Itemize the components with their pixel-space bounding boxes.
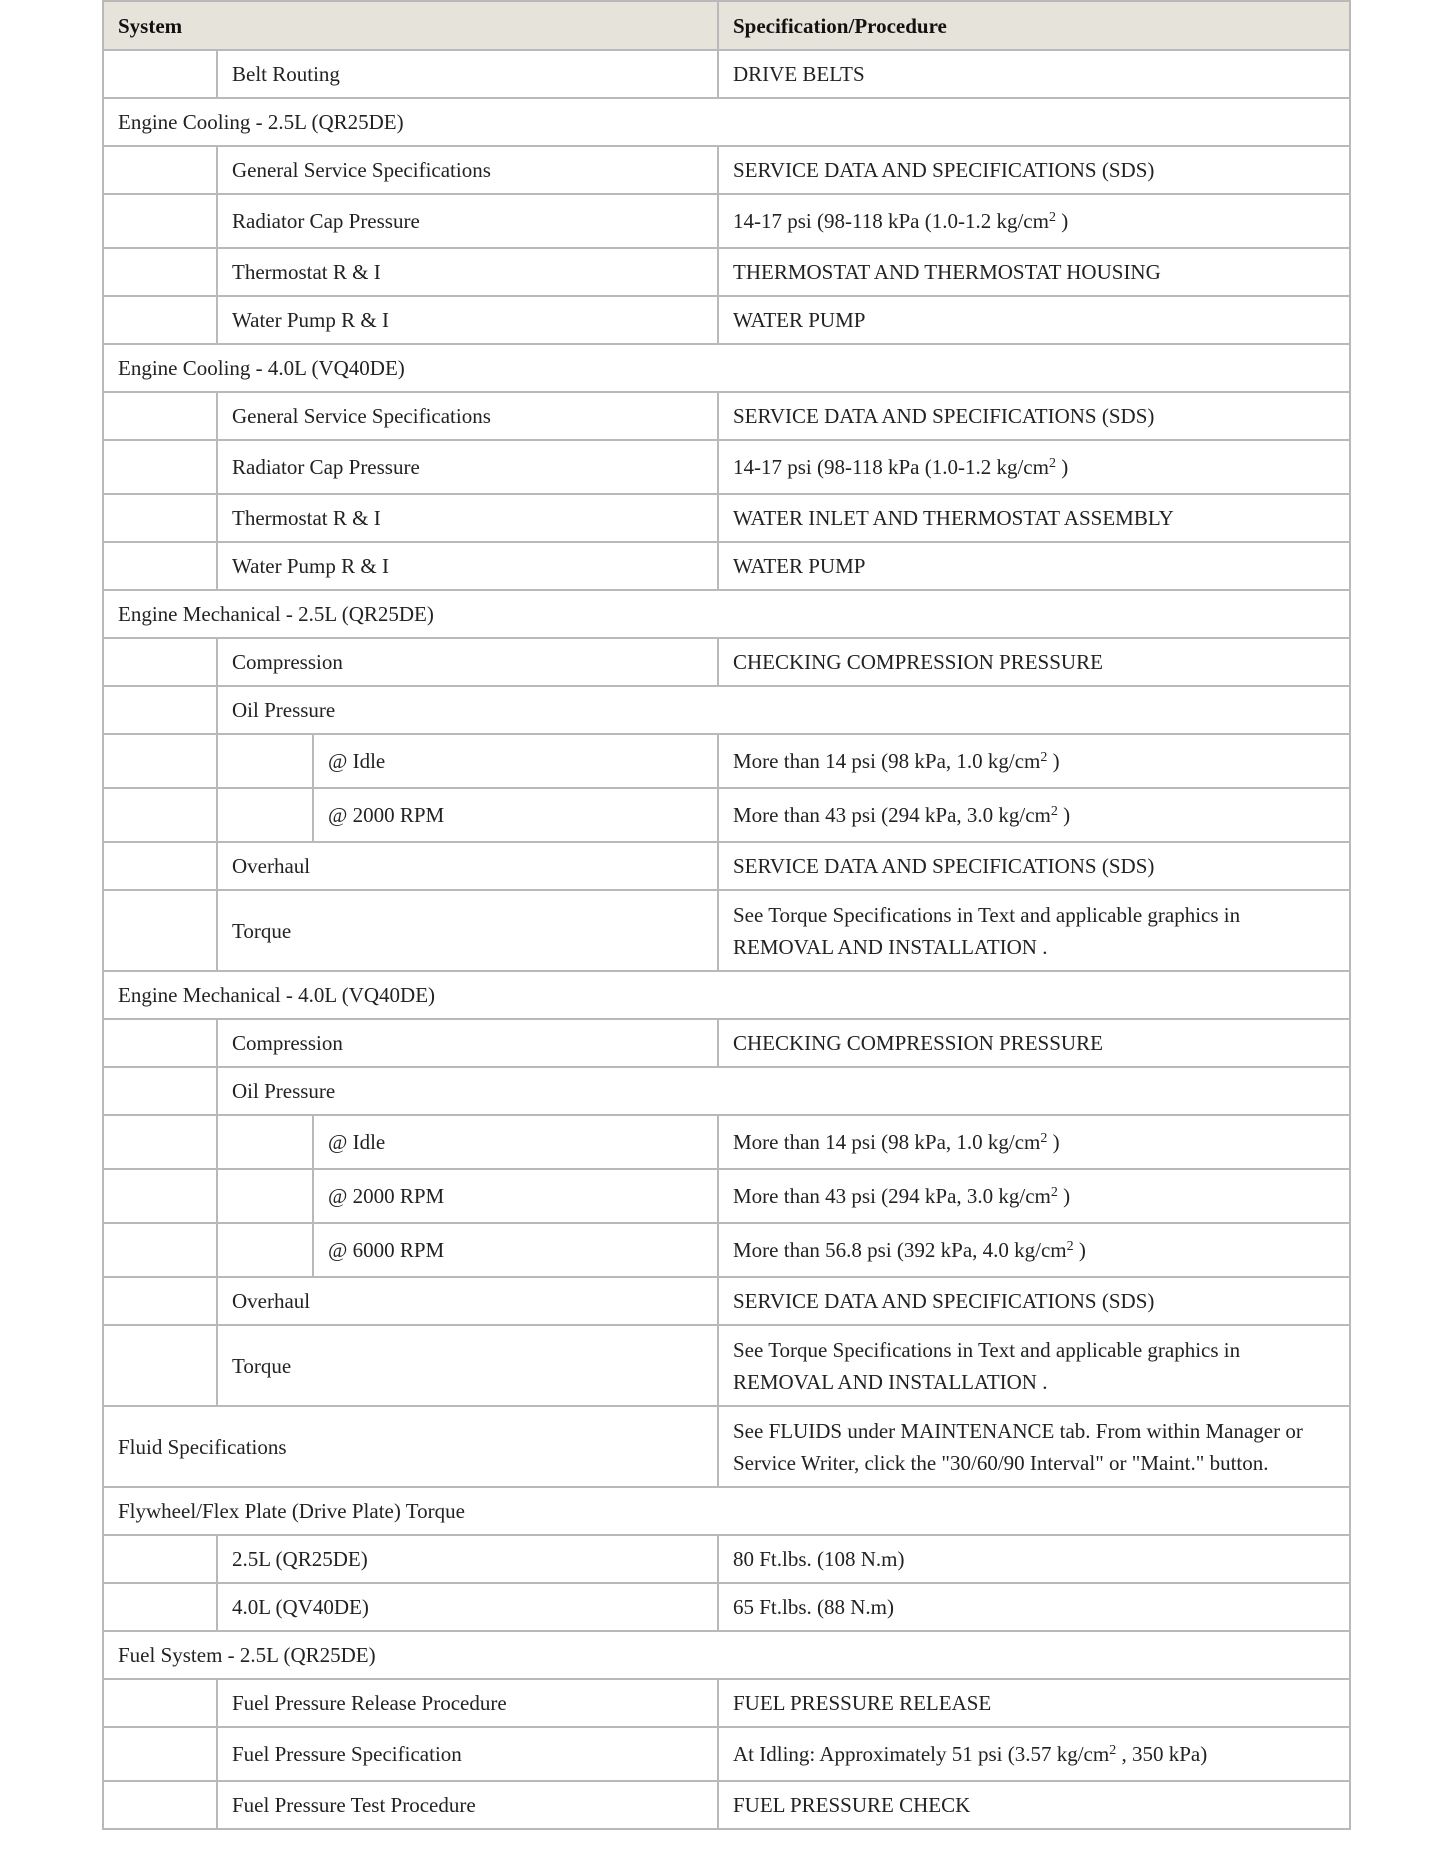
indent-cell: [103, 1325, 217, 1406]
system-item-label: Fuel Pressure Release Procedure: [217, 1679, 718, 1727]
indent-cell: [103, 1583, 217, 1631]
indent-cell: [103, 1679, 217, 1727]
table-row: [103, 1277, 1350, 1325]
spec-value-text: 80 Ft.lbs. (108 N.m): [733, 1547, 905, 1571]
system-item-label: @ Idle: [313, 1115, 718, 1169]
spec-value-suffix: ): [1047, 1130, 1060, 1154]
superscript: 2: [1048, 456, 1056, 471]
indent-cell: [103, 1115, 217, 1169]
spec-value-text: More than 14 psi (98 kPa, 1.0 kg/cm: [733, 749, 1041, 773]
spec-value-text: At Idling: Approximately 51 psi (3.57 kg/cm: [733, 1742, 1110, 1766]
indent-cell: [103, 734, 217, 788]
indent-cell: [103, 638, 217, 686]
table-row: [103, 1406, 1350, 1487]
superscript: 2: [1048, 210, 1056, 225]
spec-value-text: WATER PUMP: [733, 308, 866, 332]
table-row: [103, 344, 1350, 392]
table-row: [103, 1631, 1350, 1679]
spec-table: [102, 0, 1351, 1830]
spec-value: [718, 890, 1350, 971]
table-row: [103, 1535, 1350, 1583]
spec-value-text: CHECKING COMPRESSION PRESSURE: [733, 1031, 1103, 1055]
system-group-label: Fuel System - 2.5L (QR25DE): [103, 1631, 1350, 1679]
system-item-label: Radiator Cap Pressure: [217, 194, 718, 248]
spec-value-suffix: ): [1055, 209, 1069, 233]
spec-value-suffix: ): [1057, 1184, 1071, 1208]
spec-value-suffix: ): [1073, 1238, 1086, 1262]
system-group-label: Engine Cooling - 4.0L (VQ40DE): [103, 344, 1350, 392]
spec-value: [718, 248, 1350, 296]
table-row: [103, 1115, 1350, 1169]
spec-value-suffix: , 350 kPa): [1116, 1742, 1208, 1766]
system-item-label: General Service Specifications: [217, 146, 718, 194]
table-row: [103, 542, 1350, 590]
table-row: [103, 1583, 1350, 1631]
spec-value-text: SERVICE DATA AND SPECIFICATIONS (SDS): [733, 158, 1155, 182]
table-row: [103, 1679, 1350, 1727]
spec-value-text: See Torque Specifications in Text and applicable graphics in REMOVAL AND INSTALLATION .: [733, 902, 1241, 959]
table-row: [103, 1019, 1350, 1067]
indent-cell: [103, 890, 217, 971]
system-item-label: Thermostat R & I: [217, 494, 718, 542]
system-item-label: Thermostat R & I: [217, 248, 718, 296]
spec-value: [718, 1325, 1350, 1406]
spec-value-text: More than 56.8 psi (392 kPa, 4.0 kg/cm: [733, 1238, 1067, 1262]
indent-cell: [217, 734, 313, 788]
system-item-label: Compression: [217, 1019, 718, 1067]
superscript: 2: [1040, 1131, 1048, 1146]
table-row: [103, 1781, 1350, 1829]
system-item-label: Torque: [217, 1325, 718, 1406]
indent-cell: [103, 1727, 217, 1781]
spec-value: [718, 1277, 1350, 1325]
spec-value-text: More than 43 psi (294 kPa, 3.0 kg/cm: [733, 803, 1051, 827]
spec-value: [718, 1223, 1350, 1277]
table-row: [103, 590, 1350, 638]
spec-value: [718, 638, 1350, 686]
table-row: [103, 1325, 1350, 1406]
superscript: 2: [1040, 750, 1048, 765]
spec-value-text: SERVICE DATA AND SPECIFICATIONS (SDS): [733, 404, 1155, 428]
spec-value: [718, 1169, 1350, 1223]
system-item-label: Compression: [217, 638, 718, 686]
table-row: [103, 638, 1350, 686]
spec-value-text: CHECKING COMPRESSION PRESSURE: [733, 650, 1103, 674]
spec-value-text: See FLUIDS under MAINTENANCE tab. From within Manager or Service Writer, click the "30/60/90 Interval" or "Maint." button.: [733, 1418, 1303, 1475]
spec-value-text: FUEL PRESSURE CHECK: [733, 1793, 971, 1817]
table-row: [103, 686, 1350, 734]
superscript: 2: [1050, 804, 1058, 819]
spec-value: [718, 392, 1350, 440]
system-item-label: Water Pump R & I: [217, 296, 718, 344]
system-group-label: Engine Cooling - 2.5L (QR25DE): [103, 98, 1350, 146]
table-row: [103, 50, 1350, 98]
spec-value-text: WATER INLET AND THERMOSTAT ASSEMBLY: [733, 506, 1174, 530]
indent-cell: [103, 686, 217, 734]
spec-value: [718, 494, 1350, 542]
spec-value: [718, 1535, 1350, 1583]
indent-cell: [217, 788, 313, 842]
system-item-label: Oil Pressure: [217, 1067, 1350, 1115]
spec-value-text: SERVICE DATA AND SPECIFICATIONS (SDS): [733, 854, 1155, 878]
system-item-label: 2.5L (QR25DE): [217, 1535, 718, 1583]
system-item-label: @ 2000 RPM: [313, 788, 718, 842]
indent-cell: [103, 542, 217, 590]
spec-value: [718, 1115, 1350, 1169]
system-item-label: Overhaul: [217, 1277, 718, 1325]
indent-cell: [103, 440, 217, 494]
spec-value: [718, 734, 1350, 788]
system-item-label: @ 2000 RPM: [313, 1169, 718, 1223]
table-row: [103, 788, 1350, 842]
table-row: [103, 890, 1350, 971]
table-row: [103, 146, 1350, 194]
spec-value: [718, 440, 1350, 494]
table-row: [103, 98, 1350, 146]
system-item-label: Oil Pressure: [217, 686, 1350, 734]
spec-value: [718, 1019, 1350, 1067]
table-row: [103, 842, 1350, 890]
spec-value-text: SERVICE DATA AND SPECIFICATIONS (SDS): [733, 1289, 1155, 1313]
table-header: [103, 1, 1350, 50]
spec-value-text: DRIVE BELTS: [733, 62, 865, 86]
indent-cell: [103, 146, 217, 194]
system-item-label: 4.0L (QV40DE): [217, 1583, 718, 1631]
system-group-label: Fluid Specifications: [103, 1406, 718, 1487]
indent-cell: [217, 1169, 313, 1223]
system-item-label: Water Pump R & I: [217, 542, 718, 590]
spec-value: [718, 296, 1350, 344]
spec-value-text: See Torque Specifications in Text and applicable graphics in REMOVAL AND INSTALLATION .: [733, 1337, 1241, 1394]
spec-value: [718, 1406, 1350, 1487]
system-group-label: Flywheel/Flex Plate (Drive Plate) Torque: [103, 1487, 1350, 1535]
table-row: [103, 1169, 1350, 1223]
table-row: [103, 1727, 1350, 1781]
table-row: [103, 296, 1350, 344]
spec-value-text: More than 14 psi (98 kPa, 1.0 kg/cm: [733, 1130, 1041, 1154]
spec-value: [718, 542, 1350, 590]
indent-cell: [103, 1223, 217, 1277]
system-item-label: General Service Specifications: [217, 392, 718, 440]
superscript: 2: [1066, 1239, 1074, 1254]
indent-cell: [103, 392, 217, 440]
system-item-label: Fuel Pressure Specification: [217, 1727, 718, 1781]
spec-value: [718, 1781, 1350, 1829]
spec-value: [718, 146, 1350, 194]
spec-value-text: More than 43 psi (294 kPa, 3.0 kg/cm: [733, 1184, 1051, 1208]
spec-value: [718, 788, 1350, 842]
spec-value-suffix: ): [1057, 803, 1071, 827]
table-row: [103, 1487, 1350, 1535]
spec-value-suffix: ): [1047, 749, 1060, 773]
system-group-label: Engine Mechanical - 2.5L (QR25DE): [103, 590, 1350, 638]
spec-value: [718, 842, 1350, 890]
superscript: 2: [1050, 1185, 1058, 1200]
system-item-label: @ Idle: [313, 734, 718, 788]
indent-cell: [103, 296, 217, 344]
indent-cell: [103, 1067, 217, 1115]
spec-value-text: 14-17 psi (98-118 kPa (1.0-1.2 kg/cm: [733, 209, 1049, 233]
system-group-label: Engine Mechanical - 4.0L (VQ40DE): [103, 971, 1350, 1019]
spec-value: [718, 50, 1350, 98]
table-row: [103, 248, 1350, 296]
indent-cell: [103, 1169, 217, 1223]
spec-value: [718, 1679, 1350, 1727]
table-row: [103, 971, 1350, 1019]
indent-cell: [103, 1019, 217, 1067]
spec-value: [718, 1727, 1350, 1781]
indent-cell: [103, 842, 217, 890]
indent-cell: [217, 1223, 313, 1277]
system-item-label: Belt Routing: [217, 50, 718, 98]
table-row: [103, 1067, 1350, 1115]
superscript: 2: [1109, 1743, 1117, 1758]
indent-cell: [103, 1277, 217, 1325]
indent-cell: [103, 1781, 217, 1829]
spec-value-text: FUEL PRESSURE RELEASE: [733, 1691, 992, 1715]
spec-value-text: WATER PUMP: [733, 554, 866, 578]
indent-cell: [217, 1115, 313, 1169]
spec-value-suffix: ): [1055, 455, 1069, 479]
table-row: [103, 194, 1350, 248]
header-spec: Specification/Procedure: [718, 1, 1350, 50]
table-row: [103, 392, 1350, 440]
indent-cell: [103, 1535, 217, 1583]
table-row: [103, 494, 1350, 542]
table-row: [103, 1223, 1350, 1277]
system-item-label: Overhaul: [217, 842, 718, 890]
indent-cell: [103, 788, 217, 842]
spec-value: [718, 1583, 1350, 1631]
spec-value-text: THERMOSTAT AND THERMOSTAT HOUSING: [733, 260, 1161, 284]
spec-value: [718, 194, 1350, 248]
system-item-label: Radiator Cap Pressure: [217, 440, 718, 494]
table-row: [103, 734, 1350, 788]
spec-value-text: 65 Ft.lbs. (88 N.m): [733, 1595, 895, 1619]
table-body: [103, 50, 1350, 1829]
header-system: System: [103, 1, 718, 50]
indent-cell: [103, 194, 217, 248]
spec-value-text: 14-17 psi (98-118 kPa (1.0-1.2 kg/cm: [733, 455, 1049, 479]
system-item-label: @ 6000 RPM: [313, 1223, 718, 1277]
indent-cell: [103, 494, 217, 542]
system-item-label: Torque: [217, 890, 718, 971]
table-row: [103, 440, 1350, 494]
indent-cell: [103, 50, 217, 98]
indent-cell: [103, 248, 217, 296]
system-item-label: Fuel Pressure Test Procedure: [217, 1781, 718, 1829]
